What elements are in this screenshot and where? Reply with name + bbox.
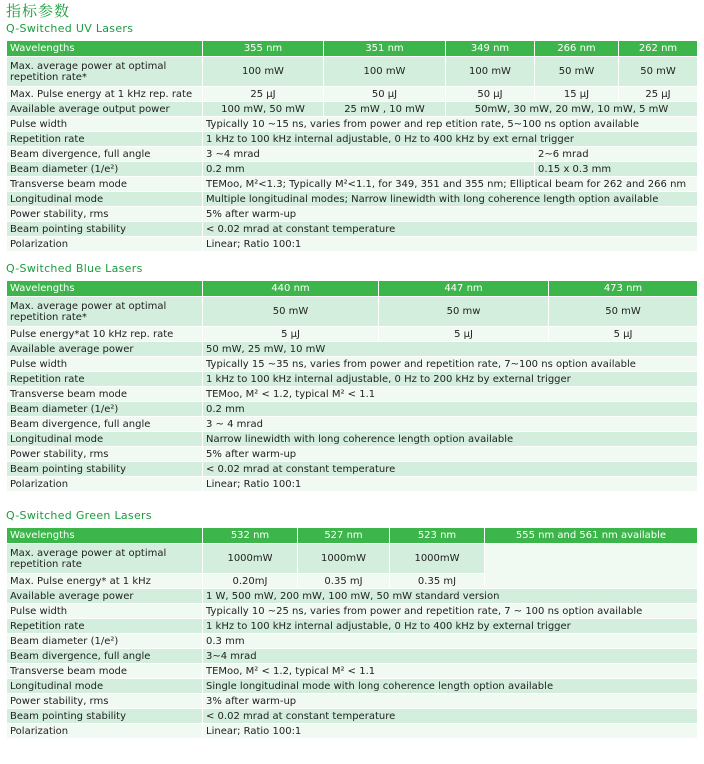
table-row: Pulse width Typically 10 ~25 ns, varies from power and repetition rate, 7 ~ 100 ns option available [7, 604, 698, 619]
green-section-title: Q-Switched Green Lasers [6, 509, 152, 522]
table-row: Transverse beam mode TEMoo, M² < 1.2, typical M² < 1.1 [7, 664, 698, 679]
table-row: Repetition rate 1 kHz to 100 kHz internal adjustable, 0 Hz to 200 kHz by external trigger [7, 372, 698, 387]
table-row: Beam divergence, full angle 3~4 mrad [7, 649, 698, 664]
table-row: Power stability, rms 5% after warm-up [7, 207, 698, 222]
blue-section-title: Q-Switched Blue Lasers [6, 262, 143, 275]
table-row: Pulse width Typically 15 ~35 ns, varies from power and repetition rate, 7~100 ns option available [7, 357, 698, 372]
table-row: Longitudinal mode Narrow linewidth with long coherence length option available [7, 432, 698, 447]
blue-spec-table [6, 280, 698, 492]
table-row: Wavelengths 532 nm 527 nm 523 nm 555 nm and 561 nm available [7, 528, 698, 544]
table-row: Repetition rate 1 kHz to 100 kHz internal adjustable, 0 Hz to 400 kHz by ext ernal trigger [7, 132, 698, 147]
table-row: Polarization Linear; Ratio 100:1 [7, 477, 698, 492]
page-title: 指标参数 [6, 2, 71, 20]
table-row: Beam diameter (1/e²) 0.2 mm [7, 402, 698, 417]
table-row: Longitudinal mode Multiple longitudinal modes; Narrow linewidth with long coherence length option available [7, 192, 698, 207]
table-row: Transverse beam mode TEMoo, M² < 1.2, typical M² < 1.1 [7, 387, 698, 402]
table-row: Polarization Linear; Ratio 100:1 [7, 724, 698, 739]
green-spec-table [6, 527, 698, 739]
table-row: Beam diameter (1/e²) 0.3 mm [7, 634, 698, 649]
table-row: Wavelengths 355 nm 351 nm 349 nm 266 nm 262 nm [7, 41, 698, 57]
uv-spec-table [6, 40, 698, 252]
table-row: Max. average power at optimal repetition rate* 50 mW 50 mw 50 mW [7, 297, 698, 327]
uv-section-title: Q-Switched UV Lasers [6, 22, 134, 35]
table-row: Power stability, rms 5% after warm-up [7, 447, 698, 462]
table-row: Repetition rate 1 kHz to 100 kHz internal adjustable, 0 Hz to 400 kHz by external trigger [7, 619, 698, 634]
table-row: Beam diameter (1/e²) 0.2 mm 0.15 x 0.3 mm [7, 162, 698, 177]
table-row: Max. average power at optimal repetition rate* 100 mW 100 mW 100 mW 50 mW 50 mW [7, 57, 698, 87]
table-row: Beam pointing stability < 0.02 mrad at constant temperature [7, 709, 698, 724]
table-row: Max. Pulse energy* at 1 kHz 0.20mJ 0.35 mJ 0.35 mJ [7, 574, 698, 589]
table-row: Power stability, rms 3% after warm-up [7, 694, 698, 709]
table-row: Available average output power 100 mW, 50 mW 25 mW , 10 mW 50mW, 30 mW, 20 mW, 10 mW, 5 mW [7, 102, 698, 117]
table-row: Max. Pulse energy at 1 kHz rep. rate 25 μJ 50 μJ 50 μJ 15 μJ 25 μJ [7, 87, 698, 102]
table-row: Pulse energy*at 10 kHz rep. rate 5 μJ 5 μJ 5 μJ [7, 327, 698, 342]
table-row: Longitudinal mode Single longitudinal mode with long coherence length option available [7, 679, 698, 694]
table-row: Beam divergence, full angle 3 ~4 mrad 2~6 mrad [7, 147, 698, 162]
table-row: Wavelengths 440 nm 447 nm 473 nm [7, 281, 698, 297]
table-row: Available average power 1 W, 500 mW, 200 mW, 100 mW, 50 mW standard version [7, 589, 698, 604]
table-row: Pulse width Typically 10 ~15 ns, varies from power and rep etition rate, 5~100 ns option available [7, 117, 698, 132]
table-row: Polarization Linear; Ratio 100:1 [7, 237, 698, 252]
table-row: Beam pointing stability < 0.02 mrad at constant temperature [7, 462, 698, 477]
table-row: Max. average power at optimal repetition rate 1000mW 1000mW 1000mW [7, 544, 698, 574]
table-row: Beam pointing stability < 0.02 mrad at constant temperature [7, 222, 698, 237]
table-row: Available average power 50 mW, 25 mW, 10 mW [7, 342, 698, 357]
table-row: Transverse beam mode TEMoo, M²<1.3; Typically M²<1.1, for 349, 351 and 355 nm; Elliptical beam for 262 and 266 nm [7, 177, 698, 192]
table-row: Beam divergence, full angle 3 ~ 4 mrad [7, 417, 698, 432]
